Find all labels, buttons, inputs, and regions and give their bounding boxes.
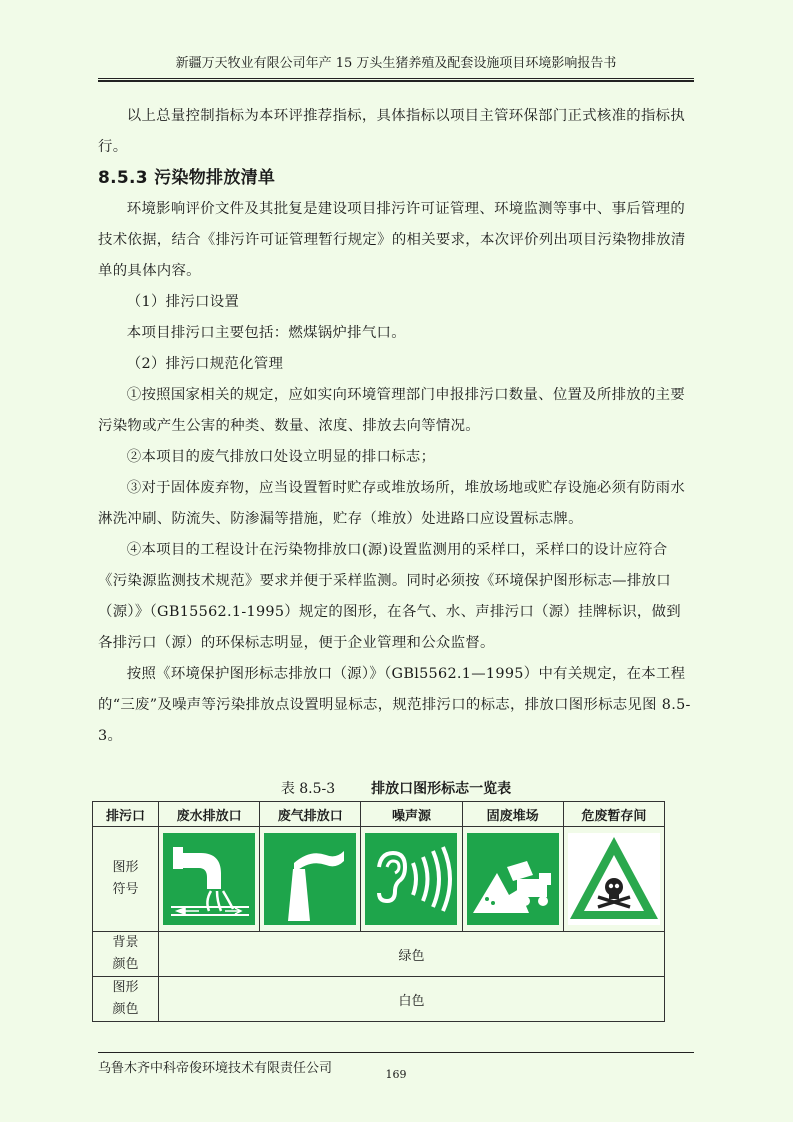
row-label-line: 图形 <box>112 860 139 875</box>
footer-company: 乌鲁木齐中科帝俊环境技术有限责任公司 <box>98 1061 333 1076</box>
paragraph: （1）排污口设置 <box>126 294 240 310</box>
row-label-line: 背景 <box>112 935 139 950</box>
table-header-cell: 危废暂存间 <box>563 802 664 827</box>
paragraph: 以上总量控制指标为本环评推荐指标，具体指标以项目主管环保部门正式核准的指标执行。 <box>98 108 686 155</box>
paragraph: ①按照国家相关的规定，应如实向环境管理部门申报排污口数量、位置及所排放的主要污染物或产生公害的种类、数量、浓度、排放去向等情况。 <box>98 387 686 434</box>
row-label-line: 颜色 <box>112 957 139 972</box>
sign-cell <box>159 827 260 932</box>
discharge-sign-table <box>92 801 665 1022</box>
row-label-line: 图形 <box>112 980 139 995</box>
row-label <box>93 977 159 1022</box>
paragraph: ③对于固体废弃物，应当设置暂时贮存或堆放场所，堆放场地或贮存设施必须有防雨水淋洗冲刷、防流失、防渗漏等措施，贮存（堆放）处进路口应设置标志牌。 <box>98 480 686 527</box>
table-header-cell: 固废堆场 <box>462 802 563 827</box>
sign-cell <box>462 827 563 932</box>
sign-cell <box>563 827 664 932</box>
table-row-symbols <box>93 827 665 932</box>
paragraph: （2）排污口规范化管理 <box>126 356 284 372</box>
paragraph: ②本项目的废气排放口处设立明显的排口标志； <box>126 449 436 465</box>
section-heading: 8.5.3 污染物排放清单 <box>98 168 276 188</box>
row-label-line: 颜色 <box>112 1002 139 1017</box>
footer-rule <box>98 1052 694 1054</box>
table-row-background-color <box>93 932 665 977</box>
wastewater-outlet-icon <box>163 833 255 925</box>
table-header-cell: 废水排放口 <box>159 802 260 827</box>
sign-cell <box>361 827 462 932</box>
paragraph: 本项目排污口主要包括：燃煤锅炉排气口。 <box>126 325 406 341</box>
table-caption-title: 排放口图形标志一览表 <box>371 781 512 797</box>
row-label-line: 符号 <box>112 882 139 897</box>
sign-cell <box>260 827 361 932</box>
header-title: 新疆万天牧业有限公司年产 15 万头生猪养殖及配套设施项目环境影响报告书 <box>175 56 617 71</box>
solid-waste-yard-icon <box>467 833 559 925</box>
table-caption <box>98 778 694 800</box>
paragraph: 环境影响评价文件及其批复是建设项目排污许可证管理、环境监测等事中、事后管理的技术依据，结合《排污许可证管理暂行规定》的相关要求，本次评价列出项目污染物排放清单的具体内容。 <box>98 201 686 279</box>
table-header-row <box>93 802 665 827</box>
table-caption-number: 表 8.5-3 <box>280 781 336 797</box>
table-header-cell: 排污口 <box>93 802 159 827</box>
row-label <box>93 827 159 932</box>
table-row-graphic-color <box>93 977 665 1022</box>
exhaust-outlet-icon <box>264 833 356 925</box>
table-header-cell: 废气排放口 <box>260 802 361 827</box>
page-header <box>98 50 694 79</box>
page-number: 169 <box>385 1068 407 1081</box>
noise-source-icon <box>365 833 457 925</box>
background-color-value: 绿色 <box>159 932 665 977</box>
paragraph: ④本项目的工程设计在污染物排放口(源)设置监测用的采样口，采样口的设计应符合《污染源监测技术规范》要求并便于采样监测。同时必须按《环境保护图形标志—排放口（源）》（GB15562.1-1995）规定的图形，在各气、水、声排污口（源）挂牌标识，做到各排污口（源）的环保标志明显，便于企业管理和公众监督。 <box>98 542 681 651</box>
document-body <box>98 101 694 752</box>
graphic-color-value: 白色 <box>159 977 665 1022</box>
hazardous-waste-icon <box>568 833 660 925</box>
paragraph: 按照《环境保护图形标志排放口（源）》（GBl5562.1—1995）中有关规定，在本工程的“三废”及噪声等污染排放点设置明显标志，规范排污口的标志，排放口图形标志见图 8.5-3。 <box>98 666 691 744</box>
table-header-cell: 噪声源 <box>361 802 462 827</box>
row-label <box>93 932 159 977</box>
